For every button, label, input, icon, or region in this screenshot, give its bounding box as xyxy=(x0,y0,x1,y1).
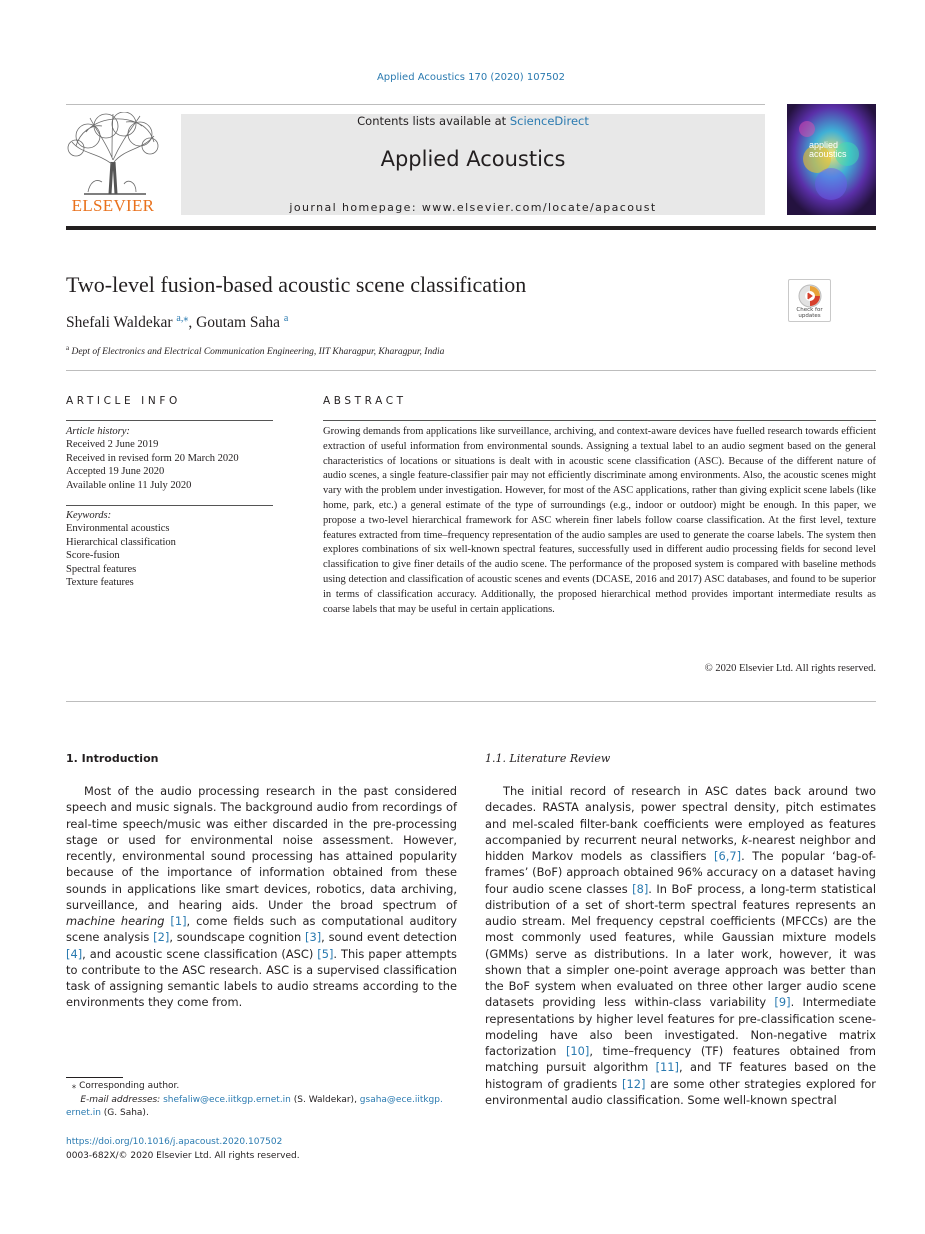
abstract-text: Growing demands from applications like surveillance, archiving, and context-aware devices have fuelled research towards efficient extraction of useful information from environmental sounds. Assigning a textual label to an audio segment based on the general characteristics of locations or situations is dealt with in acoustic scene classification (ASC). Because of the different nature of audio scenes, a single feature-classifier pair may not efficiently discriminate among environments. Also, the acoustic scenes might vary with the problem under investigation. However, for most of the ASC applications, rather than giving explicit scene labels (like home, park, etc.) a general estimate of the type of surroundings (e.g., indoor or outdoor) might be enough. In this paper, we propose a two-level hierarchical framework for ASC wherein finer labels follow coarse classification. At the first level, texture features extracted from time–frequency representation of the audio samples are used to generate the coarse labels. The system then explores combinations of six well-known spectral features, successfully used in different audio processing fields for second level classification to give finer details of the audio scene. The performance of the proposed system is compared with baseline methods using detection and classification of acoustic scenes and events (DCASE, 2016 and 2017) ASC databases, and found to be superior in terms of classification accuracy. Additionally, the proposed hierarchical method provides important intermediate results as coarse labels that may be useful in certain applications. xyxy=(323,426,876,615)
divider xyxy=(66,505,273,506)
elsevier-tree-icon xyxy=(66,112,160,196)
divider xyxy=(66,701,876,702)
check-for-updates-button[interactable] xyxy=(788,279,831,322)
keywords xyxy=(66,509,276,589)
journal-name: Applied Acoustics xyxy=(380,147,566,171)
issn-line: 0003-682X/© 2020 Elsevier Ltd. All rights reserved. xyxy=(66,1150,300,1161)
citation-link[interactable]: [1] xyxy=(170,914,187,928)
check-for-updates-label: Check for updates xyxy=(796,307,823,319)
author-list xyxy=(66,313,288,332)
cover-title-line-1: applied xyxy=(809,140,839,150)
article-info-heading: ARTICLE INFO xyxy=(66,395,181,407)
affiliation-text: Dept of Electronics and Electrical Communication Engineering, IIT Kharagpur, Kharagpur, India xyxy=(71,347,445,358)
elsevier-logo xyxy=(66,112,160,216)
header-rule xyxy=(66,226,876,230)
author-affiliation-marker[interactable]: a,⁎ xyxy=(176,313,189,324)
copyright-notice: © 2020 Elsevier Ltd. All rights reserved. xyxy=(704,663,876,674)
citation-link[interactable]: [9] xyxy=(774,995,791,1010)
citation-link[interactable]: [12] xyxy=(622,1076,646,1091)
corresponding-author-note: ⁎ Corresponding author. xyxy=(71,1081,180,1091)
footnote-divider xyxy=(66,1077,123,1078)
keyword: Spectral features xyxy=(66,563,137,575)
cover-art-icon xyxy=(787,104,876,215)
history-entry: Available online 11 July 2020 xyxy=(66,479,192,491)
history-entry: Accepted 19 June 2020 xyxy=(66,466,165,478)
keyword: Texture features xyxy=(66,577,134,589)
doi-link[interactable]: https://doi.org/10.1016/j.apacoust.2020.107502 xyxy=(66,1137,283,1147)
header-divider xyxy=(66,104,765,105)
section-heading-literature-review: 1.1. Literature Review xyxy=(485,752,611,765)
contents-line xyxy=(181,114,765,128)
check-for-updates-icon xyxy=(797,283,823,309)
history-entry: Received in revised form 20 March 2020 xyxy=(66,452,239,464)
section-heading-introduction: 1. Introduction xyxy=(66,752,159,765)
bottom-info xyxy=(66,1136,300,1163)
journal-homepage-link[interactable]: journal homepage: www.elsevier.com/locate/apacoust xyxy=(289,201,657,214)
divider xyxy=(66,420,273,421)
history-entry: Received 2 June 2019 xyxy=(66,439,159,451)
keyword: Score-fusion xyxy=(66,550,120,562)
journal-header-box xyxy=(181,114,765,215)
sciencedirect-link[interactable]: ScienceDirect xyxy=(509,114,589,128)
email-link[interactable]: ernet.in xyxy=(66,1108,101,1118)
author-separator: , xyxy=(188,314,197,332)
citation-link[interactable]: [8] xyxy=(632,881,649,896)
email-link[interactable]: gsaha@ece.iitkgp. xyxy=(359,1094,443,1105)
author-name[interactable]: Goutam Saha xyxy=(196,314,281,332)
email-addresses: E-mail addresses: shefaliw@ece.iitkgp.ernet.in (S. Waldekar), gsaha@ece.iitkgp. ernet.in (G. Saha). xyxy=(66,1094,443,1118)
keywords-label: Keywords: xyxy=(66,510,112,521)
cover-title-line-2: acoustics xyxy=(809,149,847,159)
introduction-paragraph: Most of the audio processing research in the past considered speech and music signals. The background audio from recordings of real-time speech/music was either discarded in the pre-processing stage or used for environmental noise assessment. However, recently, environmental sound processing has attained popularity because of the importance of information obtained from these sounds in applications like smart devices, robotics, data archiving, surveillance, and hearing aids. Under the broad spectrum of machine hearing [1], come fields such as computational auditory scene analysis [2], soundscape cognition [3], sound event detection [4], and acoustic scene classification (ASC) [5]. This paper attempts to contribute to the ASC research. ASC is a supervised classification task of assigning semantic labels to audio streams according to the environments they come from. xyxy=(66,784,458,1010)
affiliation-marker: a xyxy=(66,344,70,352)
literature-review-paragraph: The initial record of research in ASC dates back around two decades. RASTA analysis, power spectral density, pitch estimates and mel-scaled filter-bank coefficients were employed as features accompanied by recurrent neural networks, k-nearest neighbor and hidden Markov models as classifiers [6,7]. The popular ‘bag-of-frames’ (BoF) approach obtained 96% accuracy on a dataset having four audio scene classes [8]. In BoF process, a long-term statistical distribution of a set of short-term spectral features represents an audio stream. Mel frequency cepstral coefficients (MFCCs) are the most commonly used features, while Gaussian mixture models (GMMs) serve as distributions. In a later work, however, it was shown that a simpler one-point average approach was better than the BoF system when evaluated on three other larger audio scene datasets providing less within-class variability [9]. Intermediate representations by higher level features for pre-classification scene-modeling have also been investigated. Non-negative matrix factorization [10], time–frequency (TF) features obtained from matching pursuit algorithm [11], and TF features based on the histogram of gradients [12] are some other strategies explored for environmental audio classification. Some well-known spectral xyxy=(485,784,877,1107)
contents-prefix: Contents lists available at xyxy=(357,114,510,128)
article-history xyxy=(66,425,276,492)
article-history-label: Article history: xyxy=(66,426,130,437)
article-title: Two-level fusion-based acoustic scene classification xyxy=(66,272,527,297)
journal-cover-image[interactable] xyxy=(787,104,876,215)
citation-link[interactable]: [10] xyxy=(565,1044,590,1058)
citation-link[interactable]: [6,7] xyxy=(714,849,742,863)
journal-citation-link[interactable]: Applied Acoustics 170 (2020) 107502 xyxy=(376,72,566,83)
citation-link[interactable]: [4] xyxy=(66,946,83,961)
citation-link[interactable]: [5] xyxy=(317,946,334,961)
author-name[interactable]: Shefali Waldekar xyxy=(66,314,173,332)
divider xyxy=(323,420,876,421)
citation-link[interactable]: [11] xyxy=(655,1060,679,1075)
divider xyxy=(66,370,876,371)
email-link[interactable]: shefaliw@ece.iitkgp.ernet.in xyxy=(163,1094,291,1105)
keyword: Environmental acoustics xyxy=(66,523,170,535)
footnote xyxy=(66,1080,457,1121)
keyword: Hierarchical classification xyxy=(66,536,176,548)
abstract-heading: ABSTRACT xyxy=(323,395,407,407)
elsevier-wordmark: ELSEVIER xyxy=(71,196,155,215)
citation-link[interactable]: [3] xyxy=(305,930,322,945)
author-affiliation-marker[interactable]: a xyxy=(283,313,289,324)
affiliation xyxy=(66,344,444,357)
citation-link[interactable]: [2] xyxy=(153,930,170,945)
